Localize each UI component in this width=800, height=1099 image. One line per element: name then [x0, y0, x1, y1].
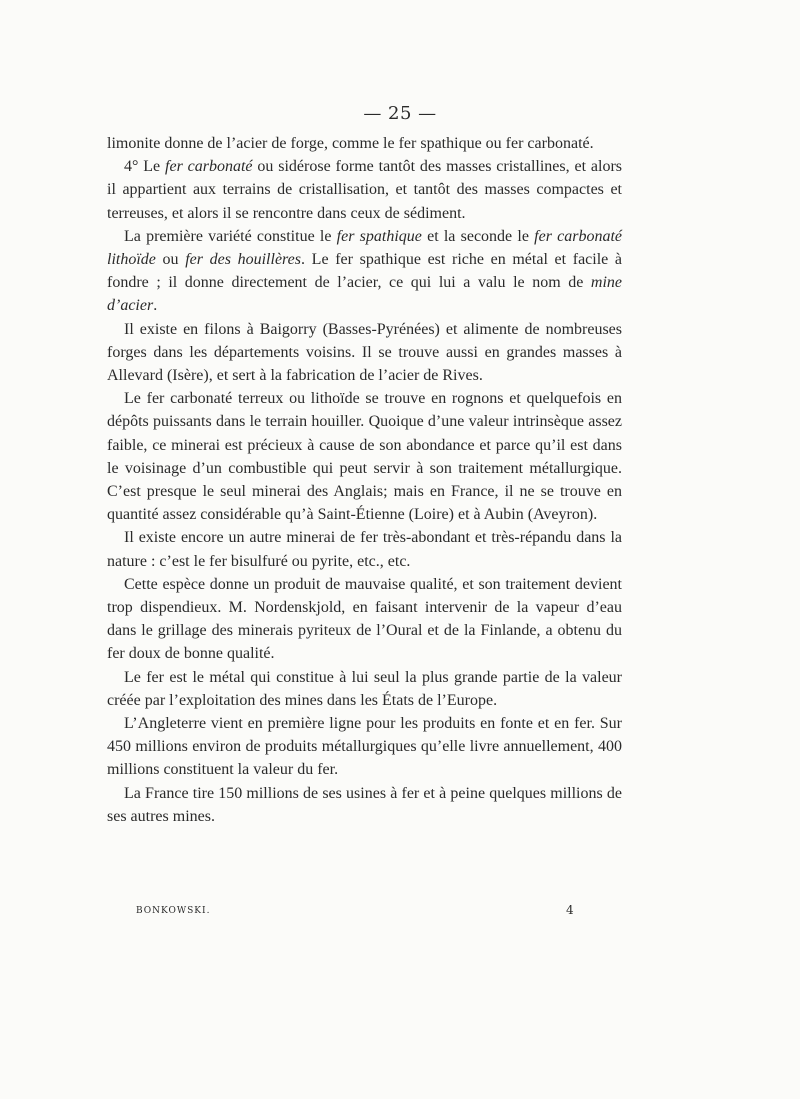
paragraph	[107, 318, 622, 388]
text-run: et la seconde le	[421, 227, 535, 245]
text-run: 4° Le	[124, 158, 166, 176]
paragraph	[107, 225, 622, 318]
paragraph	[107, 573, 622, 666]
text-run: La première variété constitue le	[124, 227, 337, 245]
paragraph	[107, 782, 622, 828]
paragraph	[107, 712, 622, 782]
paragraph	[107, 132, 622, 155]
page-number: — 25 —	[363, 103, 437, 124]
text-run: Le fer carbonaté terreux ou lithoïde se trouve en rognons et quelquefois en dépôts puissants dans le terrain houiller. Quoique d’une valeur intrinsèque assez faible, ce minerai est précieux à cause de son abondance et parce qu’il est dans le voisinage d’un combustible qui peut servir à son traitement métallurgique. C’est presque le seul minerai des Anglais; mais en France, il ne se trouve en quantité assez considérable qu’à Saint-Étienne (Loire) et à Aubin (Aveyron).	[107, 390, 622, 524]
italic-term: fer spathique	[336, 227, 422, 245]
italic-term: fer des houillères	[185, 251, 302, 269]
italic-term: mine d’acier	[107, 274, 622, 315]
printer-signature: BONKOWSKI.	[136, 906, 211, 916]
italic-term: fer carbonaté lithoïde	[107, 227, 623, 269]
paragraph	[107, 155, 622, 225]
text-run: ou sidérose forme tantôt des masses cristallines, et alors il appartient aux terrains de cristallisation, et tantôt des masses compactes et terreuses, et alors il se rencontre dans ceux de sédiment.	[107, 158, 622, 222]
paragraph	[107, 526, 622, 572]
paragraph	[107, 387, 622, 526]
italic-term: fer carbonaté	[165, 158, 253, 176]
text-run: Il existe en filons à Baigorry (Basses-Pyrénées) et alimente de nombreuses forges dans les départements voisins. Il se trouve aussi en grandes masses à Allevard (Isère), et sert à la fabrication de l’acier de Rives.	[107, 320, 622, 385]
text-run: Le fer est le métal qui constitue à lui seul la plus grande partie de la valeur créée par l’exploitation des mines dans les États de l’Europe.	[107, 668, 622, 709]
text-run: Cette espèce donne un produit de mauvaise qualité, et son traitement devient trop dispendieux. M. Nordenskjold, en faisant intervenir de la vapeur d’eau dans le grillage des minerais pyriteux de l’Oural et de la Finlande, a obtenu du fer doux de bonne qualité.	[107, 575, 622, 663]
paragraph	[107, 666, 622, 712]
body-text	[107, 132, 622, 828]
text-run: Il existe encore un autre minerai de fer très-abondant et très-répandu dans la nature : c’est le fer bisulfuré ou pyrite, etc., etc.	[107, 529, 622, 570]
text-run: limonite donne de l’acier de forge, comme le fer spathique ou fer carbonaté.	[107, 135, 594, 152]
text-run: La France tire 150 millions de ses usines à fer et à peine quelques millions de ses autres mines.	[107, 784, 622, 825]
text-run: . Le fer spathique est riche en métal et facile à fondre ; il donne directement de l’acier, ce qui lui a valu le nom de	[107, 251, 623, 292]
text-run: L’Angleterre vient en première ligne pour les produits en fonte et en fer. Sur 450 millions environ de produits métallurgiques qu’elle livre annuellement, 400 millions constituent la valeur du fer.	[107, 715, 622, 779]
signature-folio: 4	[566, 903, 574, 917]
text-run: .	[153, 297, 158, 315]
text-run: ou	[155, 251, 186, 269]
